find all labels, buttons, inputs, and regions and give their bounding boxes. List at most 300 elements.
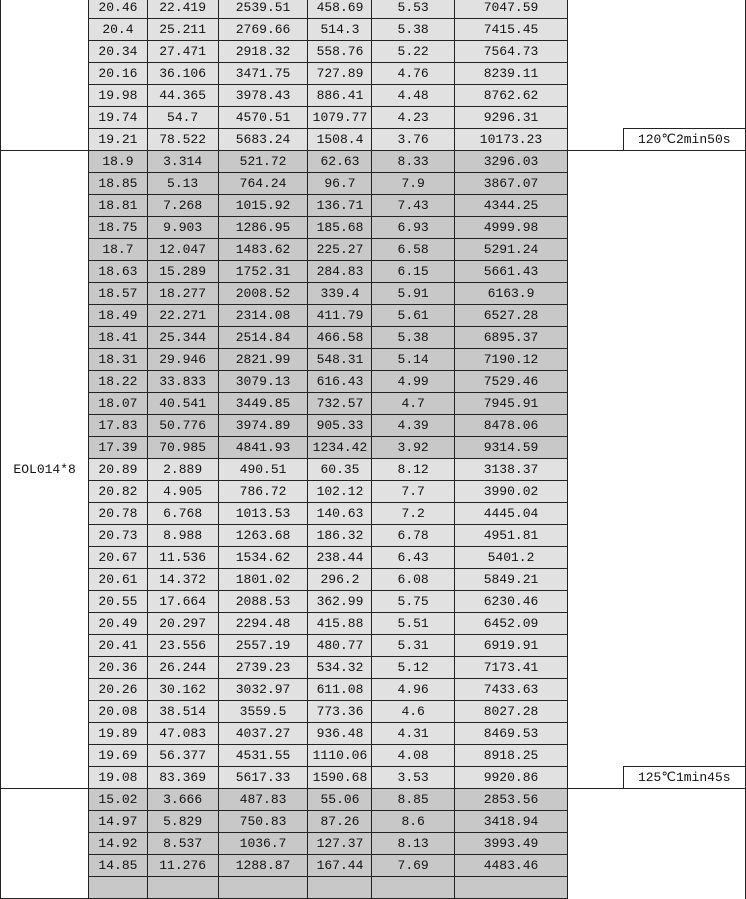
condition-cell: [623, 371, 745, 393]
blank-cell: [568, 173, 623, 195]
table-cell: 534.32: [308, 657, 372, 679]
table-cell: 19.08: [89, 767, 147, 789]
table-cell: 9920.86: [454, 767, 567, 789]
condition-cell: [623, 151, 745, 173]
condition-cell: [623, 393, 745, 415]
table-cell: 1508.4: [308, 129, 372, 151]
table-cell: [218, 877, 308, 899]
table-row: [1, 635, 746, 657]
condition-cell: [623, 613, 745, 635]
table-row: [1, 63, 746, 85]
blank-cell: [568, 19, 623, 41]
table-cell: 886.41: [308, 85, 372, 107]
table-cell: 6230.46: [454, 591, 567, 613]
table-cell: 62.63: [308, 151, 372, 173]
blank-cell: [568, 0, 623, 19]
table-cell: 3.53: [372, 767, 454, 789]
table-cell: 5.91: [372, 283, 454, 305]
table-cell: 54.7: [147, 107, 218, 129]
blank-cell: [568, 437, 623, 459]
condition-cell: [623, 85, 745, 107]
table-cell: 23.556: [147, 635, 218, 657]
table-cell: 25.344: [147, 327, 218, 349]
table-cell: 18.277: [147, 283, 218, 305]
table-cell: 20.36: [89, 657, 147, 679]
table-cell: 11.276: [147, 855, 218, 877]
table-cell: 5.53: [372, 0, 454, 19]
table-cell: 7564.73: [454, 41, 567, 63]
table-cell: 5.61: [372, 305, 454, 327]
table-cell: 1263.68: [218, 525, 308, 547]
table-cell: 3.666: [147, 789, 218, 811]
condition-cell: [623, 173, 745, 195]
table-cell: 18.63: [89, 261, 147, 283]
table-cell: 4445.04: [454, 503, 567, 525]
table-cell: 5.829: [147, 811, 218, 833]
blank-cell: [568, 85, 623, 107]
table-row: [1, 459, 746, 481]
blank-cell: [568, 327, 623, 349]
table-cell: 4.23: [372, 107, 454, 129]
table-cell: 339.4: [308, 283, 372, 305]
table-cell: 18.41: [89, 327, 147, 349]
blank-cell: [568, 459, 623, 481]
blank-cell: [568, 129, 623, 151]
table-cell: 50.776: [147, 415, 218, 437]
table-cell: 17.664: [147, 591, 218, 613]
table-cell: 936.48: [308, 723, 372, 745]
table-row: [1, 811, 746, 833]
table-cell: 411.79: [308, 305, 372, 327]
table-row: [1, 679, 746, 701]
table-cell: 78.522: [147, 129, 218, 151]
table-cell: 7.7: [372, 481, 454, 503]
blank-cell: [568, 393, 623, 415]
condition-cell: [623, 569, 745, 591]
table-row: [1, 261, 746, 283]
table-cell: 2918.32: [218, 41, 308, 63]
table-cell: 3867.07: [454, 173, 567, 195]
table-row: [1, 0, 746, 19]
table-cell: 732.57: [308, 393, 372, 415]
blank-cell: [568, 503, 623, 525]
table-cell: 5.51: [372, 613, 454, 635]
table-cell: 4.96: [372, 679, 454, 701]
table-body: [1, 0, 746, 899]
table-cell: 20.78: [89, 503, 147, 525]
table-cell: 20.49: [89, 613, 147, 635]
table-cell: 18.31: [89, 349, 147, 371]
table-row: [1, 591, 746, 613]
table-cell: 6.58: [372, 239, 454, 261]
blank-cell: [568, 107, 623, 129]
table-cell: 8.6: [372, 811, 454, 833]
blank-cell: [568, 855, 623, 877]
condition-cell: [623, 0, 745, 19]
table-row: [1, 833, 746, 855]
table-cell: 1079.77: [308, 107, 372, 129]
table-cell: 8.13: [372, 833, 454, 855]
blank-cell: [568, 811, 623, 833]
blank-cell: [568, 679, 623, 701]
table-cell: 1590.68: [308, 767, 372, 789]
condition-cell: [623, 459, 745, 481]
table-cell: 20.73: [89, 525, 147, 547]
table-cell: 3418.94: [454, 811, 567, 833]
table-cell: 284.83: [308, 261, 372, 283]
condition-cell: [623, 547, 745, 569]
blank-cell: [568, 151, 623, 173]
condition-cell: [623, 41, 745, 63]
table-cell: 4.7: [372, 393, 454, 415]
table-cell: 7047.59: [454, 0, 567, 19]
blank-cell: [568, 613, 623, 635]
table-cell: 4.99: [372, 371, 454, 393]
table-cell: 87.26: [308, 811, 372, 833]
table-cell: 36.106: [147, 63, 218, 85]
table-cell: 19.21: [89, 129, 147, 151]
table-row: [1, 327, 746, 349]
table-cell: 2853.56: [454, 789, 567, 811]
table-cell: 3032.97: [218, 679, 308, 701]
table-cell: 20.4: [89, 19, 147, 41]
table-cell: 5.12: [372, 657, 454, 679]
condition-cell: [623, 415, 745, 437]
blank-cell: [568, 569, 623, 591]
condition-cell: [623, 305, 745, 327]
table-cell: 2821.99: [218, 349, 308, 371]
blank-cell: [568, 239, 623, 261]
table-row: [1, 19, 746, 41]
table-cell: 8762.62: [454, 85, 567, 107]
table-row: [1, 415, 746, 437]
blank-cell: [568, 767, 623, 789]
table-cell: 8027.28: [454, 701, 567, 723]
table-row: [1, 657, 746, 679]
table-row: [1, 855, 746, 877]
table-cell: 5.14: [372, 349, 454, 371]
table-cell: 20.46: [89, 0, 147, 19]
table-cell: 3.92: [372, 437, 454, 459]
table-cell: [147, 877, 218, 899]
table-cell: 18.57: [89, 283, 147, 305]
table-cell: 14.85: [89, 855, 147, 877]
table-cell: 7.69: [372, 855, 454, 877]
table-cell: 1036.7: [218, 833, 308, 855]
condition-cell: [623, 701, 745, 723]
table-cell: 764.24: [218, 173, 308, 195]
table-cell: 6163.9: [454, 283, 567, 305]
blank-cell: [568, 305, 623, 327]
table-cell: 18.85: [89, 173, 147, 195]
table-cell: 44.365: [147, 85, 218, 107]
sample-group-label: [1, 0, 89, 151]
table-row: [1, 745, 746, 767]
table-cell: 6452.09: [454, 613, 567, 635]
table-cell: 20.16: [89, 63, 147, 85]
table-cell: 20.61: [89, 569, 147, 591]
table-cell: 15.289: [147, 261, 218, 283]
table-row: [1, 217, 746, 239]
table-cell: 3974.89: [218, 415, 308, 437]
blank-cell: [568, 217, 623, 239]
table-cell: 3990.02: [454, 481, 567, 503]
table-cell: 27.471: [147, 41, 218, 63]
condition-cell: [623, 723, 745, 745]
table-cell: 5617.33: [218, 767, 308, 789]
table-cell: 2739.23: [218, 657, 308, 679]
table-cell: 14.92: [89, 833, 147, 855]
blank-cell: [568, 833, 623, 855]
blank-cell: [568, 481, 623, 503]
table-cell: 8918.25: [454, 745, 567, 767]
table-cell: 19.98: [89, 85, 147, 107]
table-cell: 20.08: [89, 701, 147, 723]
blank-cell: [568, 41, 623, 63]
condition-cell: [623, 635, 745, 657]
table-cell: 18.75: [89, 217, 147, 239]
table-cell: 5661.43: [454, 261, 567, 283]
table-cell: 18.9: [89, 151, 147, 173]
table-cell: 7.268: [147, 195, 218, 217]
table-cell: 2769.66: [218, 19, 308, 41]
table-row: [1, 393, 746, 415]
table-cell: [454, 877, 567, 899]
blank-cell: [568, 701, 623, 723]
table-cell: 4.08: [372, 745, 454, 767]
blank-cell: [568, 63, 623, 85]
table-cell: 17.83: [89, 415, 147, 437]
table-cell: 19.89: [89, 723, 147, 745]
table-cell: 140.63: [308, 503, 372, 525]
table-cell: 4531.55: [218, 745, 308, 767]
condition-cell: [623, 437, 745, 459]
table-cell: 8.988: [147, 525, 218, 547]
table-cell: 6.15: [372, 261, 454, 283]
table-cell: 362.99: [308, 591, 372, 613]
table-cell: 7415.45: [454, 19, 567, 41]
table-cell: 20.297: [147, 613, 218, 635]
table-cell: 225.27: [308, 239, 372, 261]
table-cell: [372, 877, 454, 899]
table-cell: 19.69: [89, 745, 147, 767]
table-cell: 2294.48: [218, 613, 308, 635]
table-cell: 4.48: [372, 85, 454, 107]
table-cell: 20.41: [89, 635, 147, 657]
table-cell: 8239.11: [454, 63, 567, 85]
blank-cell: [568, 415, 623, 437]
table-cell: 5.38: [372, 19, 454, 41]
condition-cell: [623, 261, 745, 283]
table-cell: 4570.51: [218, 107, 308, 129]
table-cell: 6527.28: [454, 305, 567, 327]
table-cell: 6.08: [372, 569, 454, 591]
table-row: [1, 151, 746, 173]
table-cell: 4344.25: [454, 195, 567, 217]
table-cell: 2.889: [147, 459, 218, 481]
table-cell: 18.7: [89, 239, 147, 261]
table-cell: 8.12: [372, 459, 454, 481]
table-cell: 7945.91: [454, 393, 567, 415]
table-cell: 20.34: [89, 41, 147, 63]
table-cell: 2514.84: [218, 327, 308, 349]
table-row: [1, 173, 746, 195]
condition-cell: [623, 63, 745, 85]
table-row: [1, 437, 746, 459]
table-row: [1, 569, 746, 591]
table-cell: 4.39: [372, 415, 454, 437]
table-row: [1, 283, 746, 305]
table-cell: 5.31: [372, 635, 454, 657]
blank-cell: [568, 635, 623, 657]
condition-cell: [623, 481, 745, 503]
table-cell: 3.76: [372, 129, 454, 151]
table-cell: 558.76: [308, 41, 372, 63]
table-row: [1, 349, 746, 371]
table-cell: 8478.06: [454, 415, 567, 437]
table-cell: 6.78: [372, 525, 454, 547]
table-row: [1, 371, 746, 393]
table-cell: 17.39: [89, 437, 147, 459]
blank-cell: [568, 195, 623, 217]
table-cell: 2008.52: [218, 283, 308, 305]
table-cell: 458.69: [308, 0, 372, 19]
table-cell: 9314.59: [454, 437, 567, 459]
condition-cell: [623, 855, 745, 877]
table-cell: 4483.46: [454, 855, 567, 877]
table-cell: 750.83: [218, 811, 308, 833]
table-cell: 6919.91: [454, 635, 567, 657]
table-cell: 2539.51: [218, 0, 308, 19]
table-cell: 1013.53: [218, 503, 308, 525]
table-cell: 26.244: [147, 657, 218, 679]
table-cell: 8469.53: [454, 723, 567, 745]
table-cell: 127.37: [308, 833, 372, 855]
table-cell: 22.419: [147, 0, 218, 19]
table-cell: 15.02: [89, 789, 147, 811]
table-cell: 786.72: [218, 481, 308, 503]
table-cell: 4841.93: [218, 437, 308, 459]
table-cell: 20.82: [89, 481, 147, 503]
table-cell: 185.68: [308, 217, 372, 239]
table-cell: 186.32: [308, 525, 372, 547]
blank-cell: [568, 349, 623, 371]
table-cell: 47.083: [147, 723, 218, 745]
table-cell: 8.537: [147, 833, 218, 855]
table-cell: 11.536: [147, 547, 218, 569]
table-cell: 60.35: [308, 459, 372, 481]
table-cell: 18.81: [89, 195, 147, 217]
table-cell: 20.26: [89, 679, 147, 701]
blank-cell: [568, 877, 623, 899]
table-cell: 40.541: [147, 393, 218, 415]
table-cell: [308, 877, 372, 899]
table-row: [1, 41, 746, 63]
table-cell: 4.6: [372, 701, 454, 723]
table-cell: 4.31: [372, 723, 454, 745]
table-cell: 5.38: [372, 327, 454, 349]
table-cell: 7.9: [372, 173, 454, 195]
table-cell: 4037.27: [218, 723, 308, 745]
table-cell: 3978.43: [218, 85, 308, 107]
table-cell: 466.58: [308, 327, 372, 349]
condition-cell: [623, 349, 745, 371]
table-row: [1, 877, 746, 899]
table-cell: 3449.85: [218, 393, 308, 415]
blank-cell: [568, 591, 623, 613]
table-cell: 1286.95: [218, 217, 308, 239]
table-cell: 25.211: [147, 19, 218, 41]
blank-cell: [568, 525, 623, 547]
table-row: [1, 525, 746, 547]
table-cell: 14.372: [147, 569, 218, 591]
condition-cell: [623, 217, 745, 239]
table-cell: 905.33: [308, 415, 372, 437]
blank-cell: [568, 261, 623, 283]
condition-cell: [623, 195, 745, 217]
table-cell: 167.44: [308, 855, 372, 877]
table-cell: 296.2: [308, 569, 372, 591]
condition-cell: [623, 657, 745, 679]
sample-group-label: EOL014*8: [1, 151, 89, 789]
condition-cell: [623, 833, 745, 855]
table-cell: 96.7: [308, 173, 372, 195]
table-cell: 20.55: [89, 591, 147, 613]
table-cell: 70.985: [147, 437, 218, 459]
table-cell: 2088.53: [218, 591, 308, 613]
table-cell: 5401.2: [454, 547, 567, 569]
table-cell: 1015.92: [218, 195, 308, 217]
table-cell: 9.903: [147, 217, 218, 239]
table-cell: 548.31: [308, 349, 372, 371]
table-cell: 1234.42: [308, 437, 372, 459]
condition-cell: [623, 679, 745, 701]
table-cell: 20.67: [89, 547, 147, 569]
table-cell: 521.72: [218, 151, 308, 173]
condition-cell: 120℃2min50s: [623, 129, 745, 151]
table-row: [1, 701, 746, 723]
table-cell: 6.93: [372, 217, 454, 239]
table-cell: 3559.5: [218, 701, 308, 723]
table-cell: 4999.98: [454, 217, 567, 239]
table-cell: 3.314: [147, 151, 218, 173]
blank-cell: [568, 283, 623, 305]
table-row: [1, 85, 746, 107]
condition-cell: [623, 745, 745, 767]
table-cell: 14.97: [89, 811, 147, 833]
table-cell: 29.946: [147, 349, 218, 371]
table-row: [1, 305, 746, 327]
table-cell: 102.12: [308, 481, 372, 503]
table-cell: 5.22: [372, 41, 454, 63]
condition-cell: [623, 503, 745, 525]
table-cell: 7190.12: [454, 349, 567, 371]
table-cell: 33.833: [147, 371, 218, 393]
table-row: [1, 547, 746, 569]
table-cell: 5.75: [372, 591, 454, 613]
table-cell: 1534.62: [218, 547, 308, 569]
table-cell: 12.047: [147, 239, 218, 261]
table-cell: 3138.37: [454, 459, 567, 481]
table-row: [1, 613, 746, 635]
table-cell: 1801.02: [218, 569, 308, 591]
table-cell: 56.377: [147, 745, 218, 767]
table-row: [1, 723, 746, 745]
table-cell: 22.271: [147, 305, 218, 327]
table-cell: 4951.81: [454, 525, 567, 547]
table-cell: 7433.63: [454, 679, 567, 701]
table-cell: 487.83: [218, 789, 308, 811]
